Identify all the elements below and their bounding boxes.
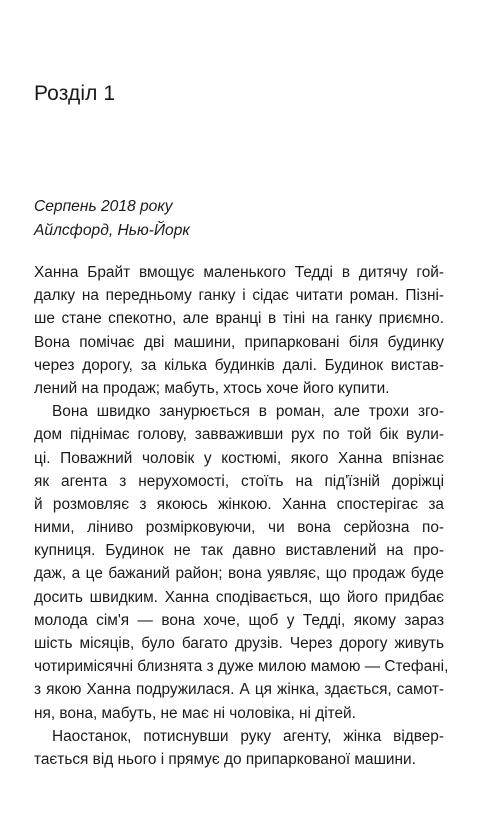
text-line: дом піднімає голову, завваживши рух по той бік вули- [34,426,444,444]
paragraph [34,725,444,771]
text-line: шість місяців, було багато друзів. Через дорогу живуть [34,635,444,652]
text-line: Вона помічає дві машини, припарковані біля будинку [34,333,444,351]
text-line: молода сім'я — вона хоче, щоб у Тедді, якому зараз [34,611,444,629]
text-line: даж, а це бажаний район; вона уявляє, що продаж буде [34,565,444,583]
text-line: з якою Ханна подружилася. А ця жінка, здається, самот- [34,681,444,699]
paragraph [34,261,444,400]
text-line: купниця. Будинок не так давно виставлений на про- [34,542,444,560]
text-line: ними, ліниво розмірковуючи, чи вона серйозна по- [34,519,444,537]
text-line: далку на передньому ганку і сідає читати роман. Пізні- [34,287,444,305]
chapter-dateline [34,195,454,243]
paragraph [34,400,449,725]
text-line: як агента з нерухомості, стоїть на під'їзній доріжці [34,472,444,490]
body-text [34,261,449,771]
text-line: лений на продаж; мабуть, хтось хоче його купити. [34,379,390,397]
text-line: ше стане спекотно, але вранці в тіні на ганку приємно. [34,310,444,328]
dateline-date: Серпень 2018 року [34,198,173,215]
text-line: ці. Поважний чоловік у костюмі, якого Ханна впізнає [34,449,444,467]
text-line: Ханна Брайт вмощує маленького Тедді в дитячу гой- [34,264,444,281]
dateline-place: Айлсфорд, Нью-Йорк [34,222,190,239]
text-line: тається від нього і прямує до припаркованої машини. [34,750,416,768]
text-line: досить швидким. Ханна сподівається, що його придбає [34,588,444,606]
text-line: чотиримісячні близнята з дуже милою мамою — Стефані, [34,658,449,676]
text-line: й розмовляє з якоюсь жінкою. Ханна спостерігає за [34,495,444,513]
text-line: Наостанок, потиснувши руку агенту, жінка відвер- [52,727,444,745]
chapter-title: Розділ 1 [34,82,116,105]
text-line: ня, вона, мабуть, не має ні чоловіка, ні дітей. [34,704,356,722]
text-line: через дорогу, за кілька будинків далі. Будинок вистав- [34,356,444,374]
text-line: Вона швидко занурюється в роман, але трохи зго- [52,403,444,421]
